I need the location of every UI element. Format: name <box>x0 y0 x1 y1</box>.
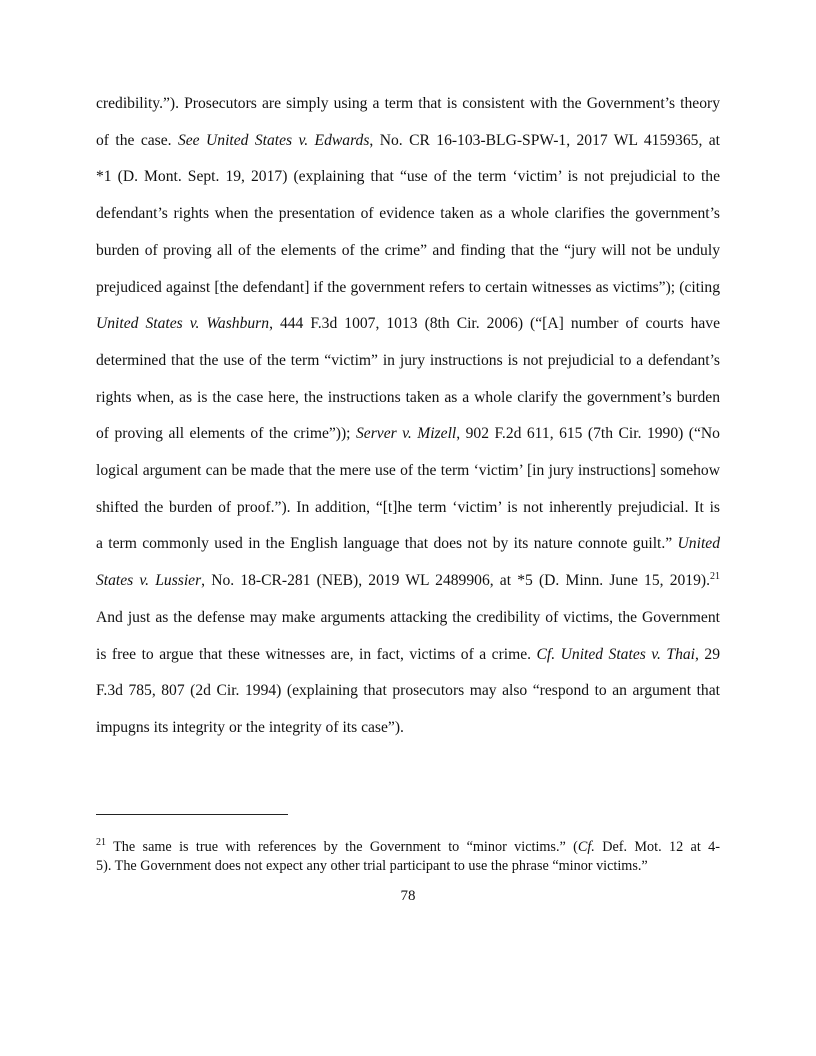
body-line: burden of proving all of the elements of the crime” and finding that the “jury will not be unduly <box>96 241 720 259</box>
body-line: credibility.”). Prosecutors are simply using a term that is consistent with the Government’s theory <box>96 95 720 112</box>
body-line: is free to argue that these witnesses are, in fact, victims of a crime. Cf. United States v. Thai, 29 <box>96 645 720 663</box>
body-line: of proving all elements of the crime”)); Server v. Mizell, 902 F.2d 611, 615 (7th Cir. 1990) (“No <box>96 425 720 443</box>
body-line: United States v. Washburn, 444 F.3d 1007, 1013 (8th Cir. 2006) (“[A] number of courts have <box>96 315 721 333</box>
footnote-separator <box>96 814 288 815</box>
body-line: F.3d 785, 807 (2d Cir. 1994) (explaining that prosecutors may also “respond to an argument that <box>96 682 720 700</box>
body-line: rights when, as is the case here, the instructions taken as a whole clarify the government’s burden <box>96 388 720 406</box>
body-line: defendant’s rights when the presentation of evidence taken as a whole clarifies the government’s <box>96 205 720 223</box>
body-line: prejudiced against [the defendant] if the government refers to certain witnesses as victims”); (citing <box>96 278 720 296</box>
body-line: a term commonly used in the English language that does not by its nature connote guilt.” United <box>96 535 720 553</box>
body-line: of the case. See United States v. Edwards, No. CR 16-103-BLG-SPW-1, 2017 WL 4159365, at <box>96 131 720 149</box>
body-line: determined that the use of the term “victim” in jury instructions is not prejudicial to a defendant’s <box>96 351 720 369</box>
footnote-line: 5). The Government does not expect any other trial participant to use the phrase “minor victims.” <box>96 858 648 874</box>
body-line: And just as the defense may make arguments attacking the credibility of victims, the Government <box>96 608 720 626</box>
body-line: impugns its integrity or the integrity of its case”). <box>96 718 404 736</box>
body-line: States v. Lussier, No. 18-CR-281 (NEB), 2019 WL 2489906, at *5 (D. Minn. June 15, 2019).$^{21}$ <box>96 571 720 590</box>
body-line: logical argument can be made that the mere use of the term ‘victim’ [in jury instructions] somehow <box>96 462 720 479</box>
body-line: *1 (D. Mont. Sept. 19, 2017) (explaining that “use of the term ‘victim’ is not prejudicial to the <box>96 168 720 186</box>
body-line: shifted the burden of proof.”). In addition, “[t]he term ‘victim’ is not inherently prejudicial. It is <box>96 498 720 516</box>
footnote-line: $^{21}$ The same is true with references by the Government to “minor victims.” (Cf. Def. Mot. 12 at 4- <box>96 837 720 855</box>
page-number: 78 <box>400 888 416 904</box>
